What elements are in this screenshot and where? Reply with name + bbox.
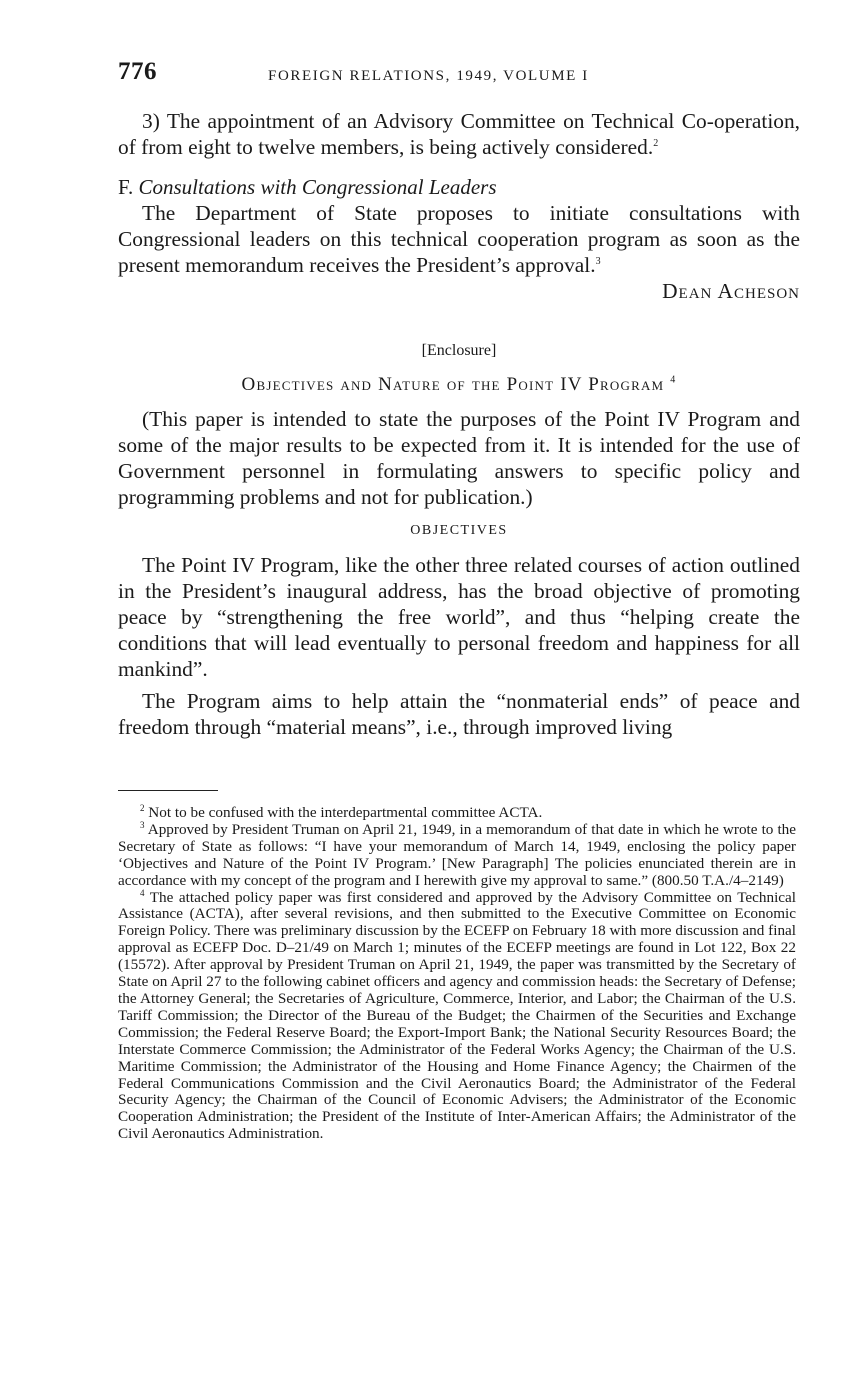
section-f-paragraph (118, 200, 800, 278)
page-header (118, 58, 808, 92)
enclosure-label: [Enclosure] (421, 342, 497, 359)
footnote-text: Not to be confused with the interdepartmental committee ACTA. (148, 804, 543, 821)
footnote-3 (118, 819, 796, 890)
intro-paragraph: (This paper is intended to state the purposes of the Point IV Program and some of the major results to be expected from it. It is intended for the use of Government personnel in formulating answers to specific policy and programming problems and not for publication.) (118, 407, 800, 509)
signature: Dean Acheson (662, 279, 800, 303)
section-f-title: Consultations with Congressional Leaders (138, 175, 497, 199)
section-f-heading (118, 174, 800, 200)
objectives-paragraph-1: The Point IV Program, like the other three related courses of action outlined in the President’s inaugural address, has the broad objective of promoting peace by “strengthening the free world”, and thus “helping create the conditions that will lead eventually to personal freedom and happiness for all mankind”. (118, 553, 800, 681)
footnote-ref-3: 3 (595, 255, 601, 267)
running-head: FOREIGN RELATIONS, 1949, VOLUME I (268, 68, 589, 84)
objectives-heading: OBJECTIVES (410, 523, 508, 538)
main-text (118, 108, 800, 740)
footnote-text: The attached policy paper was first considered and approved by the Advisory Committee on Technical Assistance (ACTA), after several revisions, and then submitted to the Executive Committee on Economic Foreign Policy. There was preliminary discussion by the ECEFP on February 18 with more discussion and final approval as ECEFP Doc. D–21/49 on March 1; minutes of the ECEFP meetings are found in Lot 122, Box 22 (15572). After approval by President Truman on April 21, 1949, the paper was transmitted by the Secretary of State on April 27 to the following cabinet officers and agency and commission heads: the Secretary of Defense; the Attorney General; the Secretaries of Agriculture, Commerce, Interior, and Labor; the Chairman of the U.S. Tariff Commission; the Director of the Bureau of the Budget; the Chairmen of the Securities and Exchange Commission; the Federal Reserve Board; the Export-Import Bank; the National Security Resources Board; the Interstate Commerce Commission; the Administrator of the Federal Works Agency; the Chairman of the U.S. Maritime Commission; the Administrator of the Housing and Home Finance Agency; the Chairmen of the Federal Communications Commission and the Civil Aeronautics Board; the Administrator of the Federal Security Agency; the Chairman of the Council of Economic Advisers; the Administrator of the Economic Cooperation Administration; the President of the Institute of Inter-American Affairs; the Administrator of the Civil Aeronautics Administration. (118, 888, 796, 1143)
footnote-ref-4: 4 (670, 374, 677, 386)
footnote-text: Approved by President Truman on April 21, 1949, in a memorandum of that date in which he wrote to the Secretary of State as follows: “I have your memorandum of March 14, 1949, enclosing the policy paper ‘Objectives and Nature of the Point IV Program.’ [New Paragraph] The policies enunciated therein are in accordance with my concept of the program and I herewith give my approval to same.” (800.50 T.A./4–2149) (118, 820, 796, 889)
footnote-marker: 3 (140, 819, 145, 830)
item-3-text: 3) The appointment of an Advisory Committee on Technical Co-operation, of from eight to twelve members, is being actively considered. (118, 109, 800, 159)
footnote-2 (118, 802, 796, 822)
section-f-text: The Department of State proposes to initiate consultations with Congressional leaders on this technical cooperation program as soon as the present memorandum receives the President’s approval. (118, 201, 800, 277)
footnote-marker: 4 (140, 887, 145, 898)
item-3-paragraph (118, 108, 800, 160)
document-title (118, 372, 800, 398)
footnote-4 (118, 887, 796, 1144)
footnote-marker: 2 (140, 802, 145, 813)
document-title-text: Objectives and Nature of the Point IV Program (241, 374, 665, 395)
page-number: 776 (118, 58, 157, 85)
objectives-paragraph-2: The Program aims to help attain the “nonmaterial ends” of peace and freedom through “material means”, i.e., through improved living (118, 689, 800, 739)
footnotes (118, 802, 796, 1143)
footnote-ref-2: 2 (653, 137, 659, 149)
footnote-divider (118, 790, 218, 791)
section-f-label: F. (118, 175, 134, 199)
